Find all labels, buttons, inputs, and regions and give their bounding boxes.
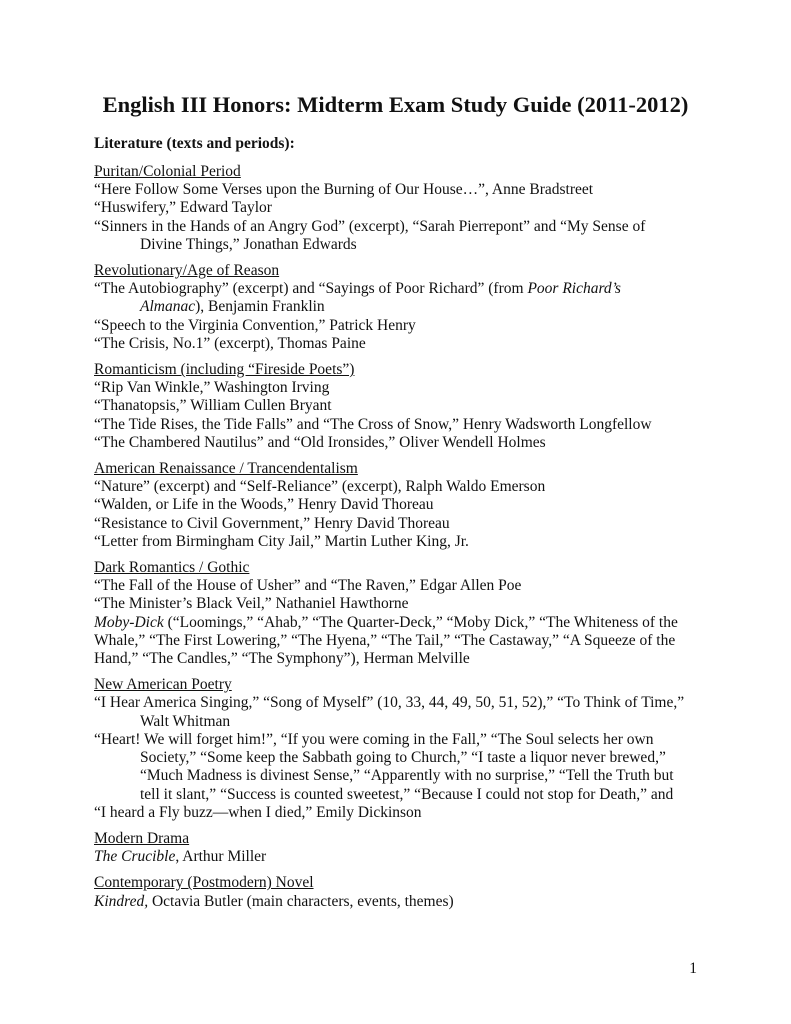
period-section xyxy=(94,559,714,668)
page-title: English III Honors: Midterm Exam Study Guide (2011-2012) xyxy=(102,92,689,117)
text-entry xyxy=(94,515,714,533)
entry-text: “The Minister’s Black Veil,” Nathaniel Hawthorne xyxy=(94,595,409,613)
text-entry xyxy=(94,694,714,730)
text-entry xyxy=(94,397,714,415)
italic-title-text: The Crucible xyxy=(94,848,176,866)
entry-text: “The Crisis, No.1” (excerpt), Thomas Paine xyxy=(94,334,366,352)
italic-title-text: Poor Richard’s Almanac xyxy=(140,280,621,316)
text-entry xyxy=(94,848,714,866)
period-section xyxy=(94,874,714,910)
entry-text: “The Fall of the House of Usher” and “The Raven,” Edgar Allen Poe xyxy=(94,577,522,595)
text-entry xyxy=(94,650,714,668)
entry-text: “Heart! We will forget him!”, “If you were coming in the Fall,” “The Soul selects her own Society,” “Some keep the Sabbath going to Church,” “I taste a liquor never brewed,” “Much Madness is divinest Sense,” “Apparently with no surprise,” “Tell the Truth but tell it slant,” “Success is counted sweetest,” “Because I could not stop for Death,” and xyxy=(94,730,674,803)
section-list xyxy=(94,163,714,911)
period-heading: Dark Romantics / Gothic xyxy=(94,559,250,577)
text-entry xyxy=(94,595,714,613)
entry-text: “Letter from Birmingham City Jail,” Martin Luther King, Jr. xyxy=(94,532,469,550)
period-heading: Modern Drama xyxy=(94,829,190,847)
period-section xyxy=(94,361,714,452)
entry-text: “Rip Van Winkle,” Washington Irving xyxy=(94,379,330,397)
text-entry xyxy=(94,181,714,199)
entry-text: “Speech to the Virginia Convention,” Patrick Henry xyxy=(94,316,416,334)
text-entry xyxy=(94,533,714,551)
entry-text: “The Chambered Nautilus” and “Old Ironsides,” Oliver Wendell Holmes xyxy=(94,433,546,451)
entry-text: “Here Follow Some Verses upon the Burning of Our House…”, Anne Bradstreet xyxy=(94,181,594,199)
entry-text: (“Loomings,” “Ahab,” “The Quarter-Deck,” “Moby Dick,” “The Whiteness of the xyxy=(163,613,678,631)
entry-text: “Resistance to Civil Government,” Henry David Thoreau xyxy=(94,514,450,532)
entry-text: “The Autobiography” (excerpt) and “Sayings of Poor Richard” (from xyxy=(94,280,528,298)
period-heading: Revolutionary/Age of Reason xyxy=(94,262,280,280)
period-heading: New American Poetry xyxy=(94,676,232,694)
entry-text: “I heard a Fly buzz—when I died,” Emily Dickinson xyxy=(94,803,422,821)
entry-text: “I Hear America Singing,” “Song of Myself” (10, 33, 44, 49, 50, 51, 52),” “To Think of Time,” Walt Whitman xyxy=(94,694,685,730)
text-entry xyxy=(94,893,714,911)
period-heading: Romanticism (including “Fireside Poets”) xyxy=(94,361,355,379)
text-entry xyxy=(94,416,714,434)
text-entry xyxy=(94,577,714,595)
text-entry xyxy=(94,379,714,397)
study-guide-content xyxy=(94,134,714,919)
text-entry xyxy=(94,632,714,650)
text-entry xyxy=(94,317,714,335)
page-number: 1 xyxy=(689,960,697,977)
text-entry xyxy=(94,496,714,514)
period-section xyxy=(94,830,714,866)
text-entry xyxy=(94,218,714,254)
text-entry xyxy=(94,478,714,496)
text-entry xyxy=(94,731,714,804)
period-section xyxy=(94,163,714,254)
period-section xyxy=(94,460,714,551)
period-heading: Contemporary (Postmodern) Novel xyxy=(94,874,314,892)
entry-text: “Walden, or Life in the Woods,” Henry David Thoreau xyxy=(94,496,434,514)
italic-title-text: Kindred, xyxy=(94,892,149,910)
period-heading: American Renaissance / Trancendentalism xyxy=(94,460,358,478)
literature-heading: Literature (texts and periods): xyxy=(94,135,295,152)
entry-text: “The Tide Rises, the Tide Falls” and “The Cross of Snow,” Henry Wadsworth Longfellow xyxy=(94,415,652,433)
entry-text: , Arthur Miller xyxy=(175,848,267,866)
entry-text: Hand,” “The Candles,” “The Symphony”), Herman Melville xyxy=(94,650,470,668)
text-entry xyxy=(94,199,714,217)
entry-text: Octavia Butler (main characters, events, themes) xyxy=(148,892,454,910)
text-entry xyxy=(94,335,714,353)
italic-title-text: Moby-Dick xyxy=(94,613,164,631)
entry-text: ), Benjamin Franklin xyxy=(195,298,325,316)
text-entry xyxy=(94,434,714,452)
entry-text: “Thanatopsis,” William Cullen Bryant xyxy=(94,397,332,415)
entry-text: Whale,” “The First Lowering,” “The Hyena,” “The Tail,” “The Castaway,” “A Squeeze of the xyxy=(94,631,676,649)
text-entry xyxy=(94,804,714,822)
period-section xyxy=(94,262,714,353)
text-entry xyxy=(94,614,714,632)
period-heading: Puritan/Colonial Period xyxy=(94,163,241,180)
entry-text: “Nature” (excerpt) and “Self-Reliance” (excerpt), Ralph Waldo Emerson xyxy=(94,478,546,496)
text-entry xyxy=(94,280,714,316)
entry-text: “Sinners in the Hands of an Angry God” (excerpt), “Sarah Pierrepont” and “My Sense of Divine Things,” Jonathan Edwards xyxy=(94,217,646,253)
entry-text: “Huswifery,” Edward Taylor xyxy=(94,199,272,217)
period-section xyxy=(94,676,714,822)
